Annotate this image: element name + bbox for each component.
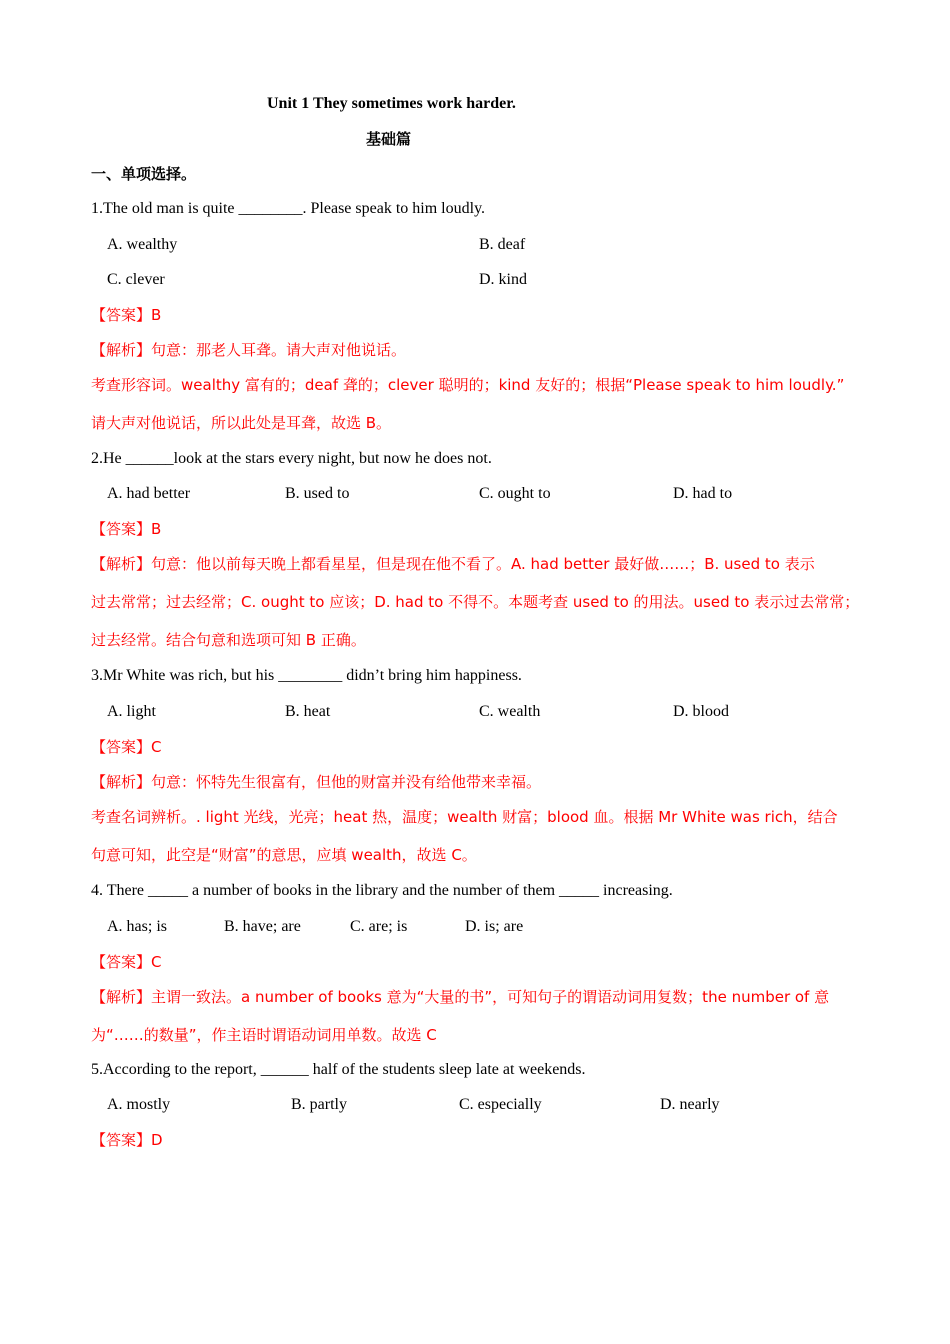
question-5-option-d: D. nearly bbox=[660, 1096, 720, 1113]
question-3-option-c: C. wealth bbox=[479, 703, 541, 720]
question-2-explanation-line-3: 过去经常。结合句意和选项可知 B 正确。 bbox=[91, 631, 366, 649]
question-2-explanation-line-1: 【解析】句意：他以前每天晚上都看星星，但是现在他不看了。A. had better 最好做……；B. used to 表示 bbox=[91, 555, 815, 573]
question-4-option-b: B. have; are bbox=[224, 918, 301, 935]
question-4-option-d: D. is; are bbox=[465, 918, 524, 935]
question-5-option-c: C. especially bbox=[459, 1096, 542, 1113]
question-1-explanation-line-2: 考查形容词。wealthy 富有的；deaf 聋的；clever 聪明的；kind 友好的；根据“Please speak to him loudly.” bbox=[91, 376, 845, 394]
question-5-answer: 【答案】D bbox=[91, 1131, 163, 1149]
question-4-explanation-line-1: 【解析】主谓一致法。a number of books 意为“大量的书”，可知句子的谓语动词用复数；the number of 意 bbox=[91, 988, 830, 1006]
question-1-option-a: A. wealthy bbox=[107, 236, 178, 253]
question-1-option-b: B. deaf bbox=[479, 236, 526, 253]
question-3-stem: 3.Mr White was rich, but his ________ didn’t bring him happiness. bbox=[91, 667, 522, 684]
question-1-stem: 1.The old man is quite ________. Please speak to him loudly. bbox=[91, 200, 486, 217]
question-3-option-b: B. heat bbox=[285, 703, 331, 720]
question-3-explanation-line-3: 句意可知，此空是“财富”的意思，应填 wealth，故选 C。 bbox=[91, 846, 477, 864]
question-3-answer: 【答案】C bbox=[91, 738, 162, 756]
question-1-explanation-line-3: 请大声对他说话，所以此处是耳聋，故选 B。 bbox=[91, 414, 392, 432]
question-4-answer: 【答案】C bbox=[91, 953, 162, 971]
section-heading: 一、单项选择。 bbox=[91, 165, 197, 183]
question-3-option-d: D. blood bbox=[673, 703, 729, 720]
question-1-answer: 【答案】B bbox=[91, 306, 162, 324]
question-2-answer: 【答案】B bbox=[91, 520, 162, 538]
document-title: Unit 1 They sometimes work harder. bbox=[267, 95, 516, 112]
question-2-option-d: D. had to bbox=[673, 485, 733, 502]
question-4-option-a: A. has; is bbox=[107, 918, 167, 935]
question-3-explanation-line-1: 【解析】句意：怀特先生很富有，但他的财富并没有给他带来幸福。 bbox=[91, 773, 542, 791]
question-2-stem: 2.He ______look at the stars every night, but now he does not. bbox=[91, 450, 492, 467]
question-2-explanation-line-2: 过去常常；过去经常；C. ought to 应该；D. had to 不得不。本题考查 used to 的用法。used to 表示过去常常； bbox=[91, 593, 860, 611]
question-3-option-a: A. light bbox=[107, 703, 156, 720]
question-3-explanation-line-2: 考查名词辨析。. light 光线，光亮；heat 热，温度；wealth 财富；blood 血。根据 Mr White was rich，结合 bbox=[91, 808, 838, 826]
question-5-option-b: B. partly bbox=[291, 1096, 347, 1113]
question-4-option-c: C. are; is bbox=[350, 918, 408, 935]
document-subtitle: 基础篇 bbox=[366, 130, 412, 148]
question-5-stem: 5.According to the report, ______ half of the students sleep late at weekends. bbox=[91, 1061, 586, 1078]
question-2-option-a: A. had better bbox=[107, 485, 191, 502]
question-2-option-c: C. ought to bbox=[479, 485, 551, 502]
question-4-stem: 4. There _____ a number of books in the library and the number of them _____ increasing. bbox=[91, 882, 673, 899]
question-4-explanation-line-2: 为“……的数量”，作主语时谓语动词用单数。故选 C bbox=[91, 1026, 437, 1044]
question-1-explanation-line-1: 【解析】句意：那老人耳聋。请大声对他说话。 bbox=[91, 341, 407, 359]
question-2-option-b: B. used to bbox=[285, 485, 350, 502]
question-1-option-c: C. clever bbox=[107, 271, 165, 288]
question-1-option-d: D. kind bbox=[479, 271, 527, 288]
question-5-option-a: A. mostly bbox=[107, 1096, 171, 1113]
